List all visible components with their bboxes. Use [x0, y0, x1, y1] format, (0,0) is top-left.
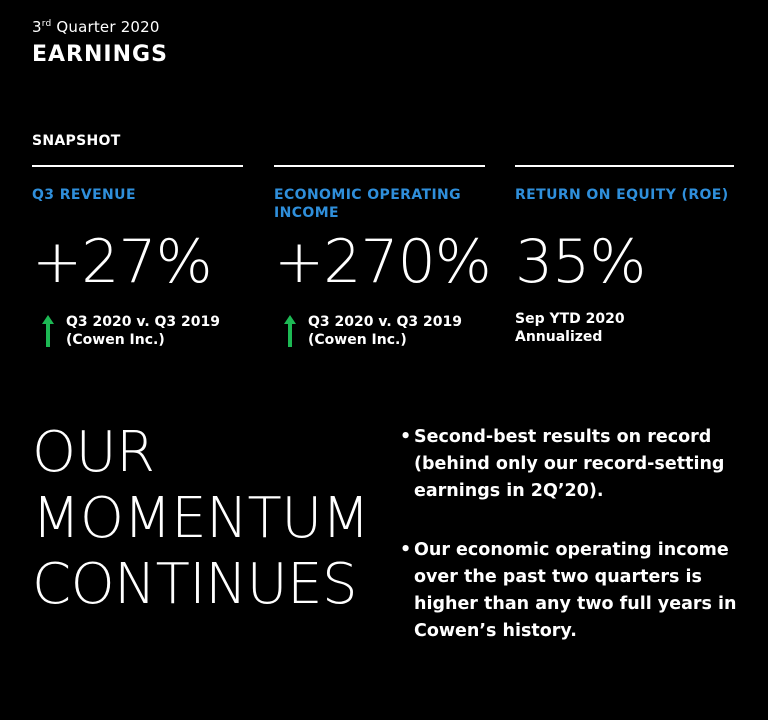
bullet-icon: •	[400, 540, 412, 560]
metric-economic-operating-income	[274, 165, 491, 348]
metric-note: Sep YTD 2020 Annualized	[515, 311, 625, 345]
metric-roe	[515, 165, 734, 345]
metric-note: Q3 2020 v. Q3 2019 (Cowen Inc.)	[66, 314, 221, 348]
bullet-item: • Second-best results on record (behind only our record-setting earnings in 2Q’20).	[400, 424, 740, 505]
up-arrow-icon	[284, 315, 296, 347]
divider	[32, 165, 243, 167]
up-arrow-icon	[42, 315, 54, 347]
metric-note: Q3 2020 v. Q3 2019 (Cowen Inc.)	[308, 314, 463, 348]
snapshot-heading: SNAPSHOT	[32, 133, 121, 149]
metric-label: RETURN ON EQUITY (ROE)	[515, 187, 729, 203]
bullet-item: • Our economic operating income over the past two quarters is higher than any two full years in Cowen’s history.	[400, 537, 740, 645]
bullet-icon: •	[400, 427, 412, 447]
bullet-list	[400, 424, 740, 677]
metric-value: +27%	[32, 227, 212, 297]
page-title: EARNINGS	[32, 42, 168, 67]
metric-label: ECONOMIC OPERATING INCOME	[274, 187, 462, 221]
metric-value: 35%	[515, 227, 646, 297]
momentum-headline: OUR MOMENTUM CONTINUES	[32, 420, 370, 617]
divider	[515, 165, 734, 167]
metric-revenue	[32, 165, 243, 348]
metric-label: Q3 REVENUE	[32, 187, 136, 203]
metric-value: +270%	[274, 227, 491, 297]
divider	[274, 165, 485, 167]
quarter-label: 3rd Quarter 2020	[32, 18, 160, 36]
